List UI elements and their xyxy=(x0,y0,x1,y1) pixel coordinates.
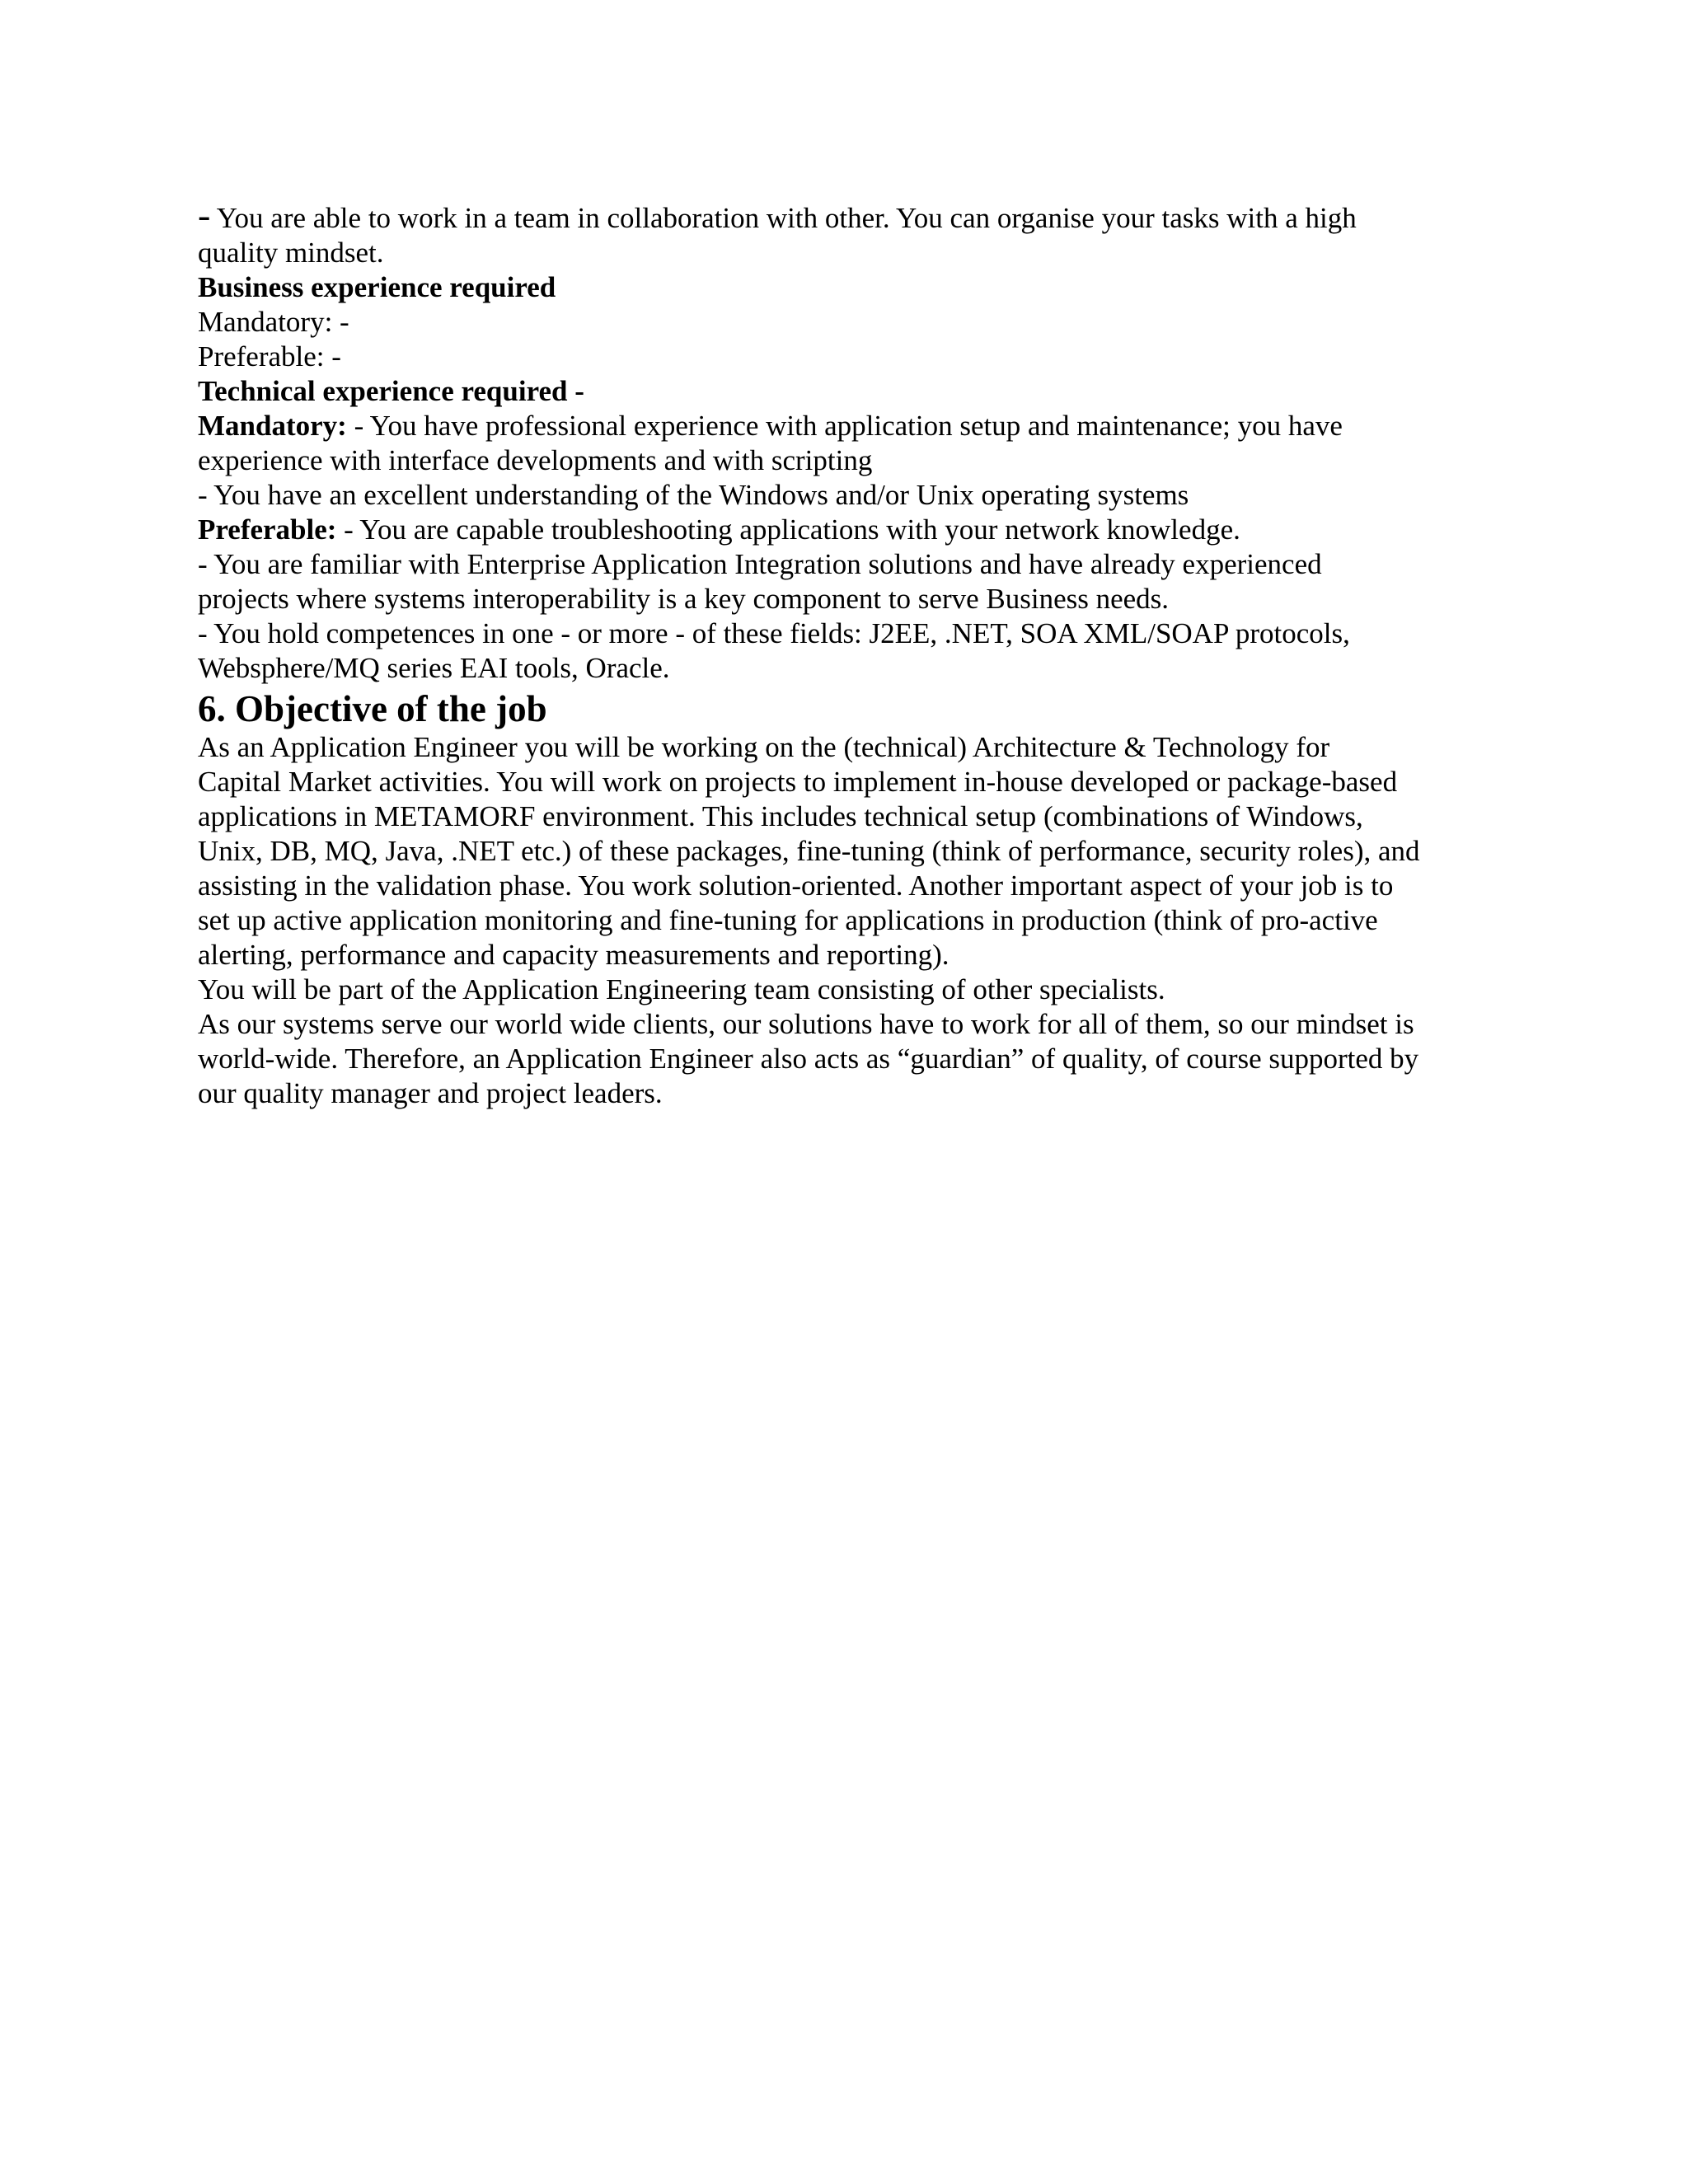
technical-preferable-line-4: - You hold competences in one - or more - of these fields: J2EE, .NET, SOA XML/SOAP protocols, xyxy=(198,617,1350,649)
objective-line: As an Application Engineer you will be working on the (technical) Architecture & Technology for xyxy=(198,731,1330,763)
objective-line: Capital Market activities. You will work on projects to implement in-house developed or package-based xyxy=(198,766,1398,798)
intro-text-1: You are able to work in a team in collaboration with other. You can organise your tasks with a high xyxy=(210,202,1357,234)
objective-line: world-wide. Therefore, an Application Engineer also acts as “guardian” of quality, of course supported by xyxy=(198,1043,1419,1075)
technical-preferable-line-5: Websphere/MQ series EAI tools, Oracle. xyxy=(198,652,670,684)
objective-line: As our systems serve our world wide clients, our solutions have to work for all of them, so our mindset is xyxy=(198,1008,1414,1040)
technical-preferable-text-1: - You are capable troubleshooting applications with your network knowledge. xyxy=(336,513,1240,546)
objective-line: set up active application monitoring and fine-tuning for applications in production (think of pro-active xyxy=(198,904,1378,936)
technical-preferable-line-1 xyxy=(198,513,1500,547)
technical-mandatory-text-1: - You have professional experience with application setup and maintenance; you have xyxy=(346,410,1343,442)
business-experience-heading: Business experience required xyxy=(198,271,556,303)
technical-experience-heading: Technical experience required - xyxy=(198,375,584,407)
objective-line: alerting, performance and capacity measurements and reporting). xyxy=(198,939,950,971)
intro-dash: - xyxy=(198,194,211,236)
technical-preferable-label: Preferable: xyxy=(198,513,337,546)
objective-line: Unix, DB, MQ, Java, .NET etc.) of these packages, fine-tuning (think of performance, security roles), and xyxy=(198,835,1420,867)
document-page xyxy=(198,194,1500,1111)
technical-mandatory-label: Mandatory: xyxy=(198,410,347,442)
intro-line-1 xyxy=(198,194,1500,236)
objective-line: our quality manager and project leaders. xyxy=(198,1077,663,1109)
technical-preferable-line-3: projects where systems interoperability is a key component to serve Business needs. xyxy=(198,583,1170,615)
technical-mandatory-line-2: experience with interface developments and with scripting xyxy=(198,444,873,476)
technical-preferable-line-2: - You are familiar with Enterprise Application Integration solutions and have already experienced xyxy=(198,548,1322,580)
objective-line: assisting in the validation phase. You work solution-oriented. Another important aspect of your job is to xyxy=(198,869,1394,902)
intro-line-2: quality mindset. xyxy=(198,237,384,269)
technical-mandatory-line-1 xyxy=(198,409,1500,443)
objective-line: You will be part of the Application Engineering team consisting of other specialists. xyxy=(198,973,1165,1005)
business-mandatory: Mandatory: - xyxy=(198,306,349,338)
business-preferable: Preferable: - xyxy=(198,340,341,373)
technical-mandatory-line-3: - You have an excellent understanding of the Windows and/or Unix operating systems xyxy=(198,479,1189,511)
objective-heading: 6. Objective of the job xyxy=(198,688,547,729)
objective-line: applications in METAMORF environment. This includes technical setup (combinations of Windows, xyxy=(198,800,1363,832)
